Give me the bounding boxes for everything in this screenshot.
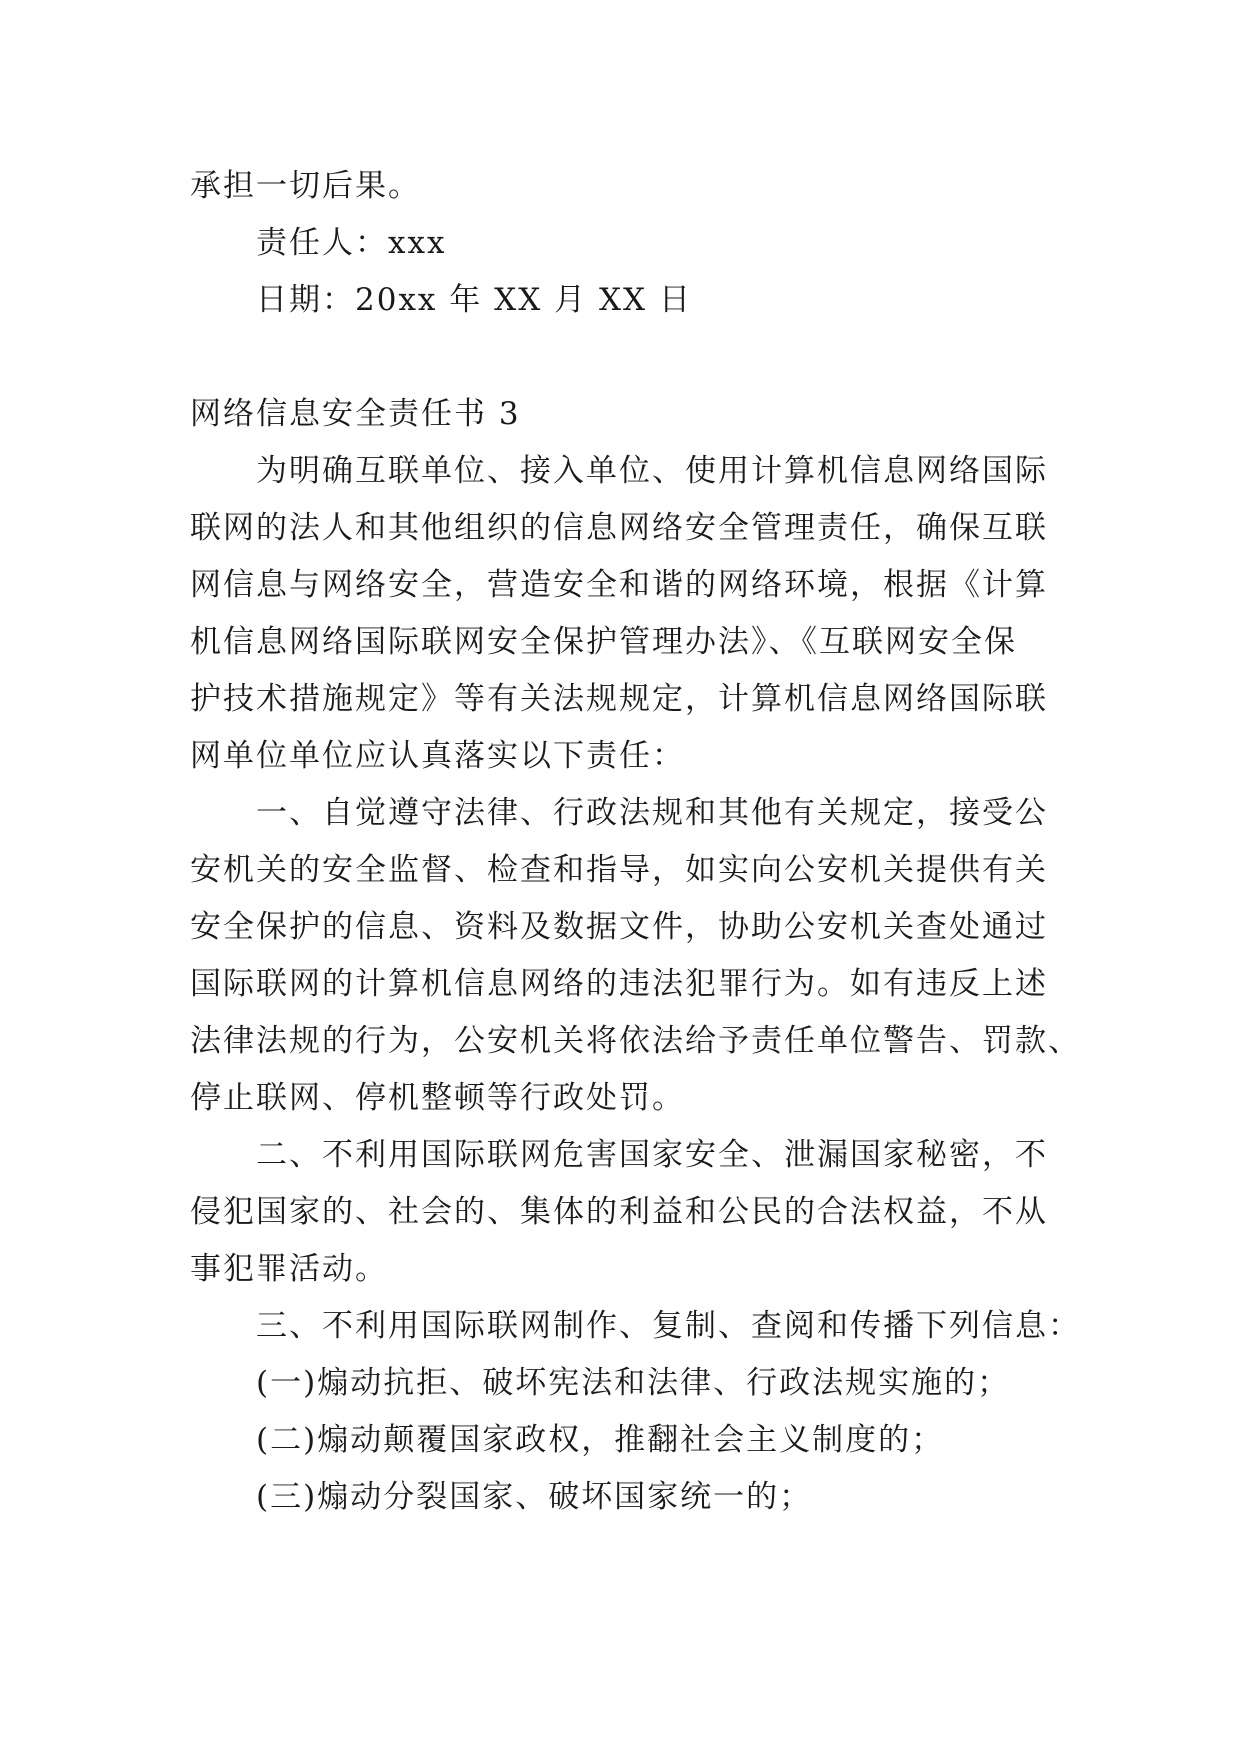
section-title: 网络信息安全责任书 3 bbox=[190, 396, 521, 432]
intro-paragraph bbox=[190, 443, 1060, 785]
item-3-line: 三、不利用国际联网制作、复制、查阅和传播下列信息： bbox=[256, 1308, 1081, 1344]
sub-item: (二)煽动颠覆国家政权，推翻社会主义制度的； bbox=[256, 1422, 945, 1458]
paragraph-line: 网单位单位应认真落实以下责任： bbox=[190, 738, 685, 774]
sub-item-list bbox=[190, 1355, 1060, 1526]
paragraph-line: 停止联网、停机整顿等行政处罚。 bbox=[190, 1080, 685, 1116]
paragraph-line: 联网的法人和其他组织的信息网络安全管理责任，确保互联 bbox=[190, 510, 1048, 546]
paragraph-line: 事犯罪活动。 bbox=[190, 1251, 388, 1287]
paragraph-line: 安机关的安全监督、检查和指导，如实向公安机关提供有关 bbox=[190, 852, 1048, 888]
item-1-paragraph bbox=[190, 785, 1081, 1127]
sub-item: (三)煽动分裂国家、破坏国家统一的； bbox=[256, 1479, 813, 1515]
item-2-paragraph bbox=[190, 1127, 1060, 1298]
paragraph-line: 为明确互联单位、接入单位、使用计算机信息网络国际 bbox=[256, 453, 1048, 489]
document-body bbox=[190, 158, 1081, 1526]
signature-date: 日期：20xx 年 XX 月 XX 日 bbox=[256, 282, 692, 318]
paragraph-line: 一、自觉遵守法律、行政法规和其他有关规定，接受公 bbox=[256, 795, 1048, 831]
paragraph-line: 二、不利用国际联网危害国家安全、泄漏国家秘密，不 bbox=[256, 1137, 1048, 1173]
paragraph-line: 机信息网络国际联网安全保护管理办法》、《互联网安全保 bbox=[190, 624, 1017, 660]
paragraph-line: 护技术措施规定》等有关法规规定，计算机信息网络国际联 bbox=[190, 681, 1048, 717]
section-gap bbox=[190, 329, 1060, 386]
paragraph-line: 网信息与网络安全，营造安全和谐的网络环境，根据《计算 bbox=[190, 567, 1048, 603]
paragraph-line: 侵犯国家的、社会的、集体的利益和公民的合法权益，不从 bbox=[190, 1194, 1048, 1230]
paragraph-line: 国际联网的计算机信息网络的违法犯罪行为。如有违反上述 bbox=[190, 966, 1048, 1002]
continuation-line: 承担一切后果。 bbox=[190, 168, 421, 204]
sub-item: (一)煽动抗拒、破坏宪法和法律、行政法规实施的； bbox=[256, 1365, 1011, 1401]
paragraph-line: 法律法规的行为，公安机关将依法给予责任单位警告、罚款、 bbox=[190, 1023, 1081, 1059]
signature-responsible: 责任人：xxx bbox=[256, 225, 447, 261]
paragraph-line: 安全保护的信息、资料及数据文件，协助公安机关查处通过 bbox=[190, 909, 1048, 945]
